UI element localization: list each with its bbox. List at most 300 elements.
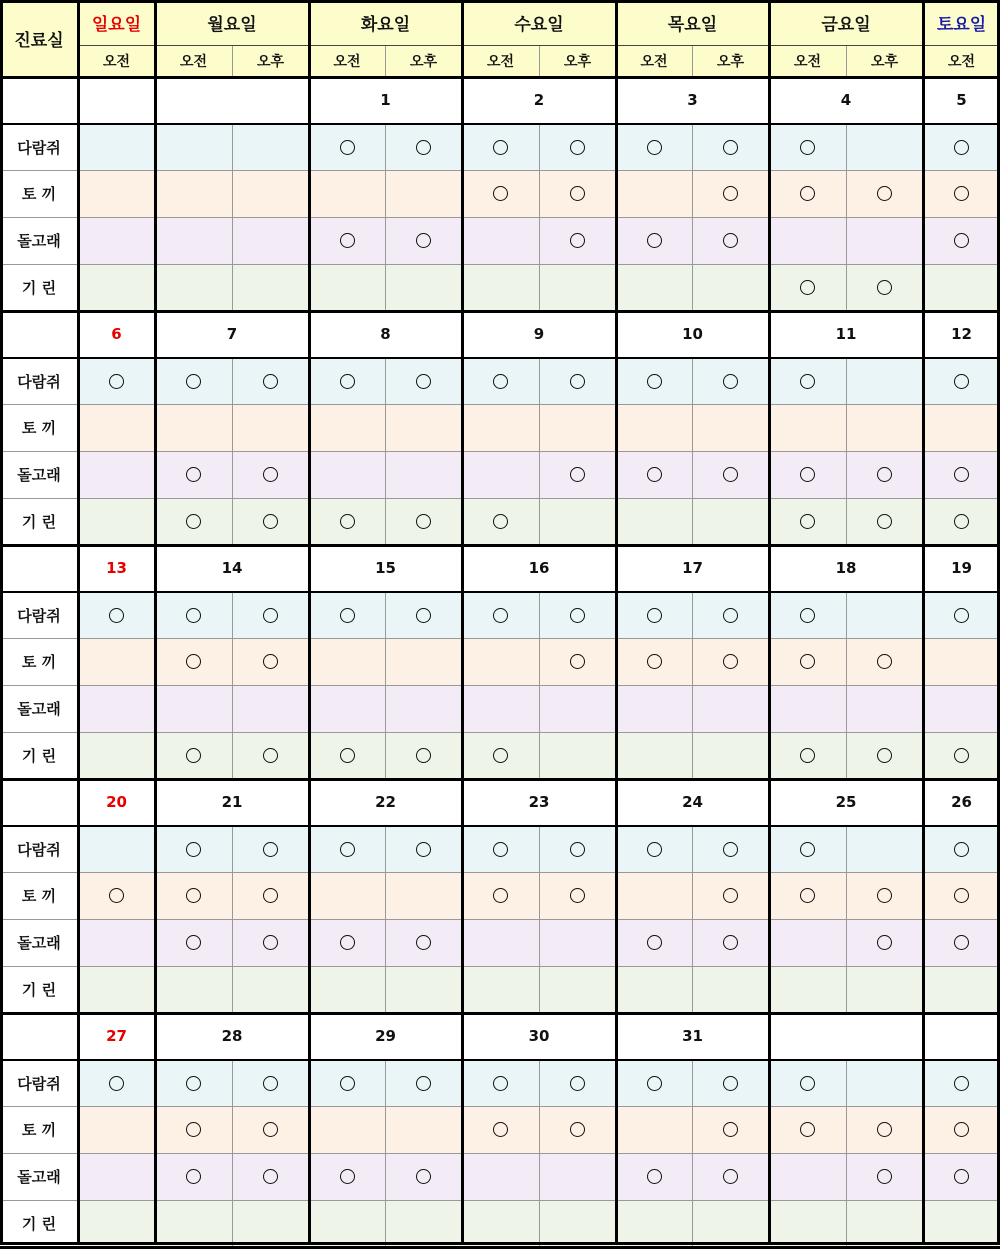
day-header-4: 목요일	[616, 0, 769, 45]
slot-cell	[616, 919, 692, 966]
slot-cell	[309, 592, 385, 639]
available-circle-icon	[416, 608, 431, 623]
slot-cell	[155, 966, 232, 1013]
day-header-2: 화요일	[309, 0, 462, 45]
grid-line	[0, 451, 1000, 452]
available-circle-icon	[263, 654, 278, 669]
available-circle-icon	[186, 842, 201, 857]
slot-cell	[155, 685, 232, 732]
slot-cell	[616, 217, 692, 264]
slot-cell	[309, 124, 385, 171]
slot-cell	[385, 1153, 462, 1200]
slot-cell	[923, 919, 1000, 966]
slot-cell	[232, 685, 309, 732]
slot-cell	[616, 1060, 692, 1107]
available-circle-icon	[800, 654, 815, 669]
room-label: 다람쥐	[0, 592, 78, 639]
slot-cell	[692, 1200, 769, 1247]
day-header-5: 금요일	[769, 0, 923, 45]
available-circle-icon	[186, 1076, 201, 1091]
available-circle-icon	[493, 1122, 508, 1137]
slot-cell	[385, 405, 462, 452]
slot-cell	[769, 873, 846, 920]
slot-cell	[692, 498, 769, 545]
slot-cell	[692, 592, 769, 639]
slot-cell	[846, 919, 923, 966]
slot-cell	[846, 592, 923, 639]
date-cell: 23	[462, 779, 616, 826]
slot-cell	[923, 358, 1000, 405]
date-cell: 25	[769, 779, 923, 826]
slot-cell	[78, 966, 155, 1013]
date-cell: 20	[78, 779, 155, 826]
slot-cell	[692, 124, 769, 171]
available-circle-icon	[186, 935, 201, 950]
slot-cell	[309, 1153, 385, 1200]
slot-cell	[385, 498, 462, 545]
slot-cell	[923, 405, 1000, 452]
session-header: 오전	[78, 45, 155, 77]
slot-cell	[462, 1200, 539, 1247]
slot-cell	[155, 732, 232, 779]
slot-cell	[155, 592, 232, 639]
date-cell: 12	[923, 311, 1000, 358]
available-circle-icon	[647, 654, 662, 669]
grid-line	[0, 778, 1000, 781]
slot-cell	[385, 639, 462, 686]
slot-cell	[846, 171, 923, 218]
session-header: 오전	[616, 45, 692, 77]
available-circle-icon	[416, 140, 431, 155]
slot-cell	[769, 685, 846, 732]
grid-line	[0, 123, 1000, 125]
grid-line	[0, 1153, 1000, 1154]
slot-cell	[155, 1200, 232, 1247]
slot-cell	[78, 171, 155, 218]
slot-cell	[78, 264, 155, 311]
slot-cell	[232, 639, 309, 686]
slot-cell	[769, 826, 846, 873]
available-circle-icon	[340, 842, 355, 857]
grid-line	[0, 1246, 1000, 1249]
slot-cell	[232, 1200, 309, 1247]
slot-cell	[462, 826, 539, 873]
available-circle-icon	[954, 842, 969, 857]
slot-cell	[539, 1107, 616, 1154]
slot-cell	[769, 498, 846, 545]
date-cell: 11	[769, 311, 923, 358]
available-circle-icon	[954, 1169, 969, 1184]
room-label: 토 끼	[0, 171, 78, 218]
slot-cell	[923, 1060, 1000, 1107]
room-label: 토 끼	[0, 873, 78, 920]
slot-cell	[462, 1153, 539, 1200]
day-header-0: 일요일	[78, 0, 155, 45]
slot-cell	[78, 639, 155, 686]
slot-cell	[232, 1153, 309, 1200]
available-circle-icon	[723, 888, 738, 903]
slot-cell	[385, 451, 462, 498]
available-circle-icon	[186, 467, 201, 482]
available-circle-icon	[570, 1122, 585, 1137]
grid-line	[0, 825, 1000, 827]
available-circle-icon	[647, 935, 662, 950]
slot-cell	[155, 826, 232, 873]
slot-cell	[923, 732, 1000, 779]
available-circle-icon	[109, 374, 124, 389]
slot-cell	[309, 498, 385, 545]
slot-cell	[385, 966, 462, 1013]
slot-cell	[462, 264, 539, 311]
slot-cell	[539, 873, 616, 920]
slot-cell	[232, 264, 309, 311]
available-circle-icon	[800, 748, 815, 763]
slot-cell	[539, 124, 616, 171]
session-header: 오후	[539, 45, 616, 77]
slot-cell	[309, 171, 385, 218]
room-label: 기 린	[0, 264, 78, 311]
date-cell: 6	[78, 311, 155, 358]
slot-cell	[309, 217, 385, 264]
date-cell: 4	[769, 77, 923, 124]
available-circle-icon	[954, 140, 969, 155]
available-circle-icon	[954, 514, 969, 529]
available-circle-icon	[800, 842, 815, 857]
slot-cell	[78, 1200, 155, 1247]
slot-cell	[78, 732, 155, 779]
slot-cell	[923, 826, 1000, 873]
slot-cell	[385, 1107, 462, 1154]
grid-line	[0, 310, 1000, 313]
slot-cell	[462, 1107, 539, 1154]
slot-cell	[846, 1153, 923, 1200]
grid-line	[0, 0, 3, 1245]
slot-cell	[309, 405, 385, 452]
slot-cell	[769, 451, 846, 498]
grid-line	[0, 1200, 1000, 1201]
week-label-blank	[0, 311, 78, 358]
slot-cell	[155, 1060, 232, 1107]
grid-line	[0, 264, 1000, 265]
slot-cell	[385, 1200, 462, 1247]
available-circle-icon	[877, 186, 892, 201]
available-circle-icon	[263, 514, 278, 529]
slot-cell	[78, 358, 155, 405]
available-circle-icon	[954, 608, 969, 623]
available-circle-icon	[493, 140, 508, 155]
date-cell: 2	[462, 77, 616, 124]
slot-cell	[846, 826, 923, 873]
grid-line	[0, 404, 1000, 405]
slot-cell	[462, 451, 539, 498]
session-header: 오전	[155, 45, 232, 77]
slot-cell	[692, 1060, 769, 1107]
slot-cell	[78, 685, 155, 732]
slot-cell	[923, 498, 1000, 545]
grid-line	[692, 45, 693, 77]
available-circle-icon	[800, 374, 815, 389]
slot-cell	[616, 124, 692, 171]
slot-cell	[309, 685, 385, 732]
available-circle-icon	[570, 842, 585, 857]
slot-cell	[616, 639, 692, 686]
available-circle-icon	[340, 374, 355, 389]
slot-cell	[692, 966, 769, 1013]
available-circle-icon	[416, 1169, 431, 1184]
slot-cell	[923, 264, 1000, 311]
slot-cell	[923, 873, 1000, 920]
slot-cell	[846, 405, 923, 452]
slot-cell	[385, 1060, 462, 1107]
slot-cell	[78, 919, 155, 966]
available-circle-icon	[647, 1169, 662, 1184]
available-circle-icon	[109, 608, 124, 623]
room-label: 기 린	[0, 966, 78, 1013]
grid-line	[0, 357, 1000, 359]
available-circle-icon	[877, 935, 892, 950]
slot-cell	[923, 639, 1000, 686]
available-circle-icon	[416, 233, 431, 248]
slot-cell	[539, 498, 616, 545]
date-cell: 14	[155, 545, 309, 592]
available-circle-icon	[800, 467, 815, 482]
grid-line	[385, 45, 386, 77]
room-label: 돌고래	[0, 451, 78, 498]
available-circle-icon	[954, 233, 969, 248]
grid-line	[0, 544, 1000, 547]
date-cell: 26	[923, 779, 1000, 826]
slot-cell	[385, 264, 462, 311]
slot-cell	[155, 639, 232, 686]
slot-cell	[155, 451, 232, 498]
slot-cell	[769, 171, 846, 218]
slot-cell	[616, 451, 692, 498]
date-cell: 5	[923, 77, 1000, 124]
slot-cell	[232, 1107, 309, 1154]
available-circle-icon	[263, 374, 278, 389]
session-header: 오전	[769, 45, 846, 77]
slot-cell	[385, 919, 462, 966]
grid-line	[539, 45, 540, 77]
day-header-3: 수요일	[462, 0, 616, 45]
slot-cell	[462, 919, 539, 966]
grid-line	[77, 0, 80, 1245]
slot-cell	[155, 124, 232, 171]
slot-cell	[462, 498, 539, 545]
slot-cell	[232, 592, 309, 639]
slot-cell	[769, 1153, 846, 1200]
slot-cell	[616, 685, 692, 732]
available-circle-icon	[493, 374, 508, 389]
slot-cell	[462, 732, 539, 779]
slot-cell	[846, 498, 923, 545]
available-circle-icon	[570, 1076, 585, 1091]
slot-cell	[846, 685, 923, 732]
slot-cell	[923, 592, 1000, 639]
slot-cell	[692, 732, 769, 779]
date-cell: 21	[155, 779, 309, 826]
slot-cell	[539, 592, 616, 639]
slot-cell	[462, 873, 539, 920]
date-cell	[155, 77, 309, 124]
slot-cell	[692, 919, 769, 966]
date-cell: 7	[155, 311, 309, 358]
slot-cell	[385, 217, 462, 264]
date-cell: 24	[616, 779, 769, 826]
room-label: 돌고래	[0, 1153, 78, 1200]
available-circle-icon	[570, 654, 585, 669]
date-cell	[769, 1013, 923, 1060]
available-circle-icon	[723, 935, 738, 950]
grid-line	[0, 685, 1000, 686]
slot-cell	[462, 124, 539, 171]
slot-cell	[769, 639, 846, 686]
slot-cell	[616, 966, 692, 1013]
available-circle-icon	[186, 654, 201, 669]
grid-line	[78, 45, 1000, 46]
available-circle-icon	[416, 842, 431, 857]
slot-cell	[846, 639, 923, 686]
grid-line	[0, 1106, 1000, 1107]
available-circle-icon	[723, 186, 738, 201]
slot-cell	[769, 217, 846, 264]
room-label: 돌고래	[0, 919, 78, 966]
slot-cell	[539, 1200, 616, 1247]
slot-cell	[309, 639, 385, 686]
available-circle-icon	[186, 1122, 201, 1137]
slot-cell	[78, 592, 155, 639]
date-cell	[923, 1013, 1000, 1060]
grid-line	[0, 76, 1000, 79]
grid-line	[154, 0, 157, 1245]
grid-line	[0, 1012, 1000, 1015]
available-circle-icon	[263, 935, 278, 950]
slot-cell	[309, 1200, 385, 1247]
slot-cell	[232, 124, 309, 171]
room-label: 다람쥐	[0, 358, 78, 405]
available-circle-icon	[493, 842, 508, 857]
available-circle-icon	[723, 374, 738, 389]
slot-cell	[539, 685, 616, 732]
slot-cell	[769, 124, 846, 171]
available-circle-icon	[570, 467, 585, 482]
slot-cell	[539, 639, 616, 686]
available-circle-icon	[186, 888, 201, 903]
available-circle-icon	[263, 888, 278, 903]
slot-cell	[155, 405, 232, 452]
available-circle-icon	[647, 374, 662, 389]
available-circle-icon	[877, 1122, 892, 1137]
date-cell: 17	[616, 545, 769, 592]
available-circle-icon	[800, 186, 815, 201]
slot-cell	[155, 498, 232, 545]
available-circle-icon	[570, 186, 585, 201]
slot-cell	[309, 1107, 385, 1154]
slot-cell	[769, 732, 846, 779]
available-circle-icon	[186, 608, 201, 623]
available-circle-icon	[723, 842, 738, 857]
date-cell: 16	[462, 545, 616, 592]
available-circle-icon	[723, 654, 738, 669]
available-circle-icon	[416, 935, 431, 950]
available-circle-icon	[800, 140, 815, 155]
available-circle-icon	[954, 467, 969, 482]
week-label-blank	[0, 779, 78, 826]
room-label: 다람쥐	[0, 124, 78, 171]
available-circle-icon	[647, 1076, 662, 1091]
available-circle-icon	[723, 233, 738, 248]
date-cell: 10	[616, 311, 769, 358]
available-circle-icon	[877, 654, 892, 669]
available-circle-icon	[493, 1076, 508, 1091]
available-circle-icon	[800, 1076, 815, 1091]
slot-cell	[78, 1060, 155, 1107]
grid-line	[461, 0, 464, 1245]
slot-cell	[923, 171, 1000, 218]
slot-cell	[232, 171, 309, 218]
grid-line	[846, 45, 847, 77]
available-circle-icon	[263, 467, 278, 482]
date-cell: 22	[309, 779, 462, 826]
available-circle-icon	[186, 374, 201, 389]
available-circle-icon	[877, 748, 892, 763]
available-circle-icon	[800, 514, 815, 529]
slot-cell	[846, 873, 923, 920]
available-circle-icon	[877, 1169, 892, 1184]
header-title: 진료실	[0, 0, 78, 77]
room-label: 돌고래	[0, 685, 78, 732]
available-circle-icon	[954, 888, 969, 903]
slot-cell	[155, 358, 232, 405]
week-label-blank	[0, 1013, 78, 1060]
session-header: 오후	[385, 45, 462, 77]
slot-cell	[309, 966, 385, 1013]
slot-cell	[232, 1060, 309, 1107]
available-circle-icon	[723, 608, 738, 623]
slot-cell	[539, 358, 616, 405]
available-circle-icon	[416, 374, 431, 389]
available-circle-icon	[340, 935, 355, 950]
slot-cell	[692, 1107, 769, 1154]
slot-cell	[78, 1107, 155, 1154]
grid-line	[0, 966, 1000, 967]
slot-cell	[846, 1060, 923, 1107]
available-circle-icon	[647, 467, 662, 482]
slot-cell	[616, 264, 692, 311]
room-label: 다람쥐	[0, 826, 78, 873]
slot-cell	[769, 1107, 846, 1154]
available-circle-icon	[493, 608, 508, 623]
slot-cell	[385, 826, 462, 873]
slot-cell	[616, 873, 692, 920]
slot-cell	[78, 1153, 155, 1200]
room-label: 토 끼	[0, 1107, 78, 1154]
slot-cell	[309, 919, 385, 966]
slot-cell	[385, 592, 462, 639]
available-circle-icon	[723, 1169, 738, 1184]
slot-cell	[232, 358, 309, 405]
slot-cell	[462, 217, 539, 264]
available-circle-icon	[186, 1169, 201, 1184]
date-cell: 28	[155, 1013, 309, 1060]
available-circle-icon	[570, 888, 585, 903]
available-circle-icon	[263, 1076, 278, 1091]
available-circle-icon	[800, 280, 815, 295]
room-label: 기 린	[0, 732, 78, 779]
slot-cell	[616, 1107, 692, 1154]
slot-cell	[692, 217, 769, 264]
date-cell: 18	[769, 545, 923, 592]
